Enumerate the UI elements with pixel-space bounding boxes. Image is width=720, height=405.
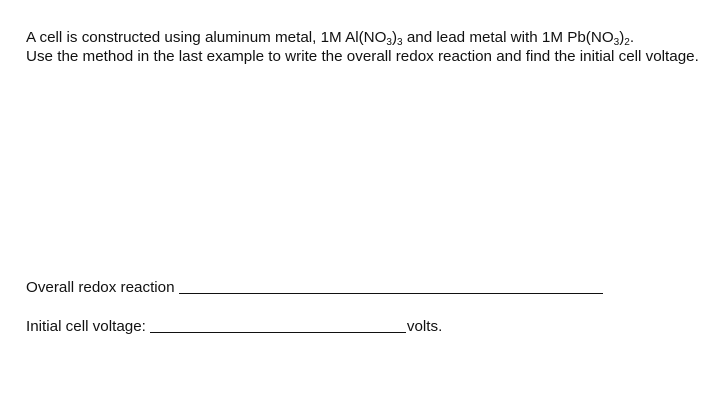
voltage-answer-row [26,317,442,335]
subscript: 2 [624,37,630,48]
question-line-2: Use the method in the last example to write the overall redox reaction and find the initial cell voltage. [26,48,699,65]
voltage-label: Initial cell voltage: [26,318,146,335]
question-text-segment: ) [619,29,625,46]
question-line-1 [26,29,634,46]
subscript: 3 [613,37,620,48]
question-text-segment: ) [391,29,398,46]
question-text-segment: A cell is constructed using aluminum metal, 1M Al(NO [26,29,387,46]
subscript: 3 [397,37,403,48]
question-text-segment: and lead metal with 1M Pb(NO [402,29,614,46]
redox-label: Overall redox reaction [26,279,175,296]
question-text-segment: . [629,29,635,46]
redox-answer-row [26,278,603,296]
redox-answer-blank[interactable] [179,278,603,294]
question-text [26,28,706,66]
voltage-unit: volts. [406,318,443,335]
subscript: 3 [386,37,392,48]
voltage-answer-blank[interactable] [150,317,406,333]
